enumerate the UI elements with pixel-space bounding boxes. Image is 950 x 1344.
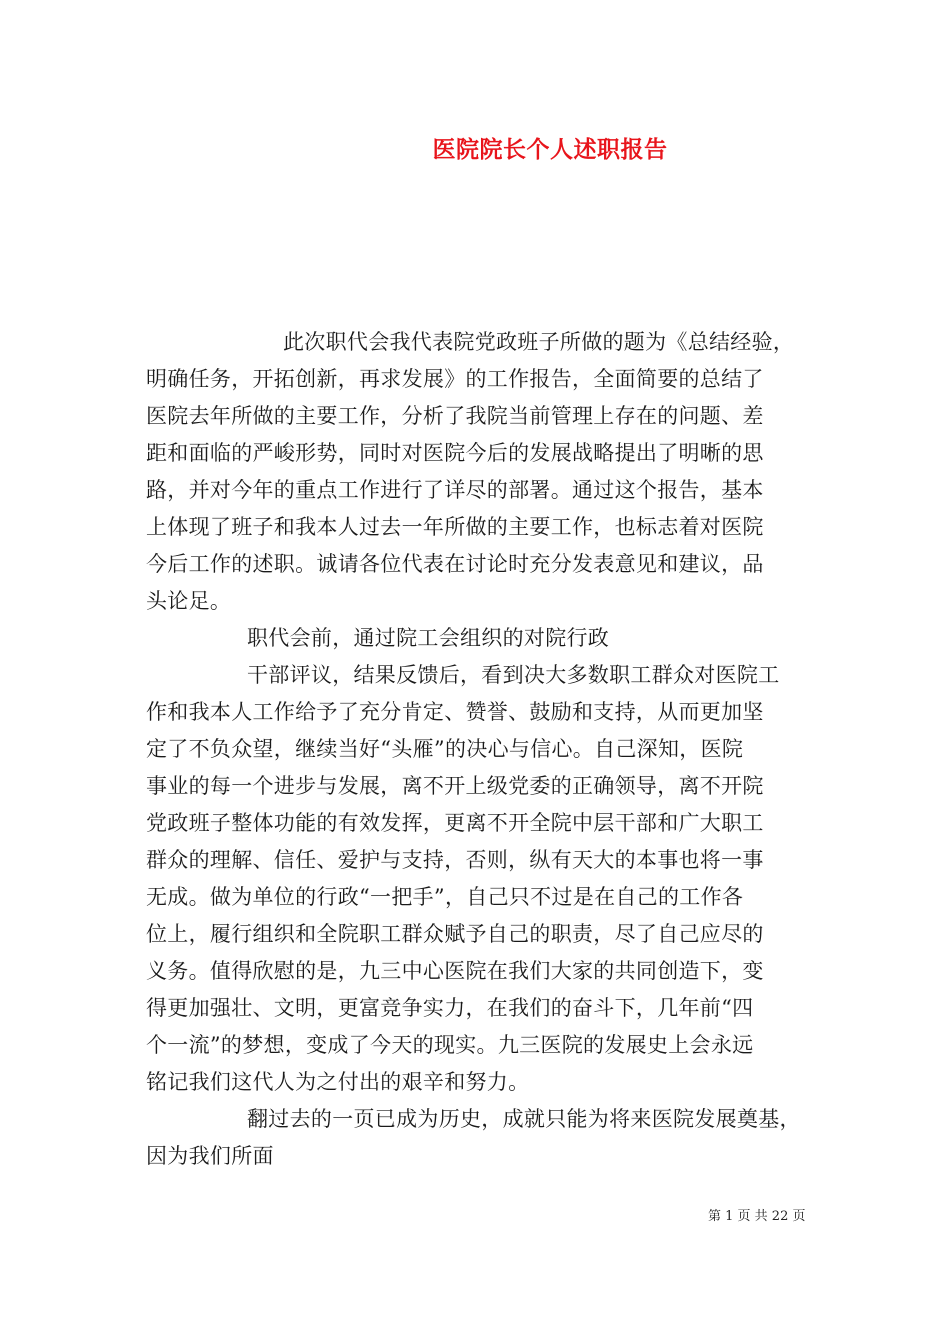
page-footer: 第 1 页 共 22 页 xyxy=(708,1209,806,1224)
body-line: 今后工作的述职。诚请各位代表在讨论时充分发表意见和建议，品 xyxy=(146,552,764,576)
body-line: 事业的每一个进步与发展，离不开上级党委的正确领导，离不开院 xyxy=(146,774,764,798)
body-line: 上体现了班子和我本人过去一年所做的主要工作，也标志着对医院 xyxy=(146,515,764,539)
body-line: 个一流”的梦想，变成了今天的现实。九三医院的发展史上会永远 xyxy=(146,1033,754,1057)
body-line: 明确任务，开拓创新，再求发展》的工作报告，全面简要的总结了 xyxy=(146,367,764,391)
body-line: 因为我们所面 xyxy=(146,1144,274,1168)
body-line: 医院去年所做的主要工作，分析了我院当前管理上存在的问题、差 xyxy=(146,404,764,428)
body-line: 铭记我们这代人为之付出的艰辛和努力。 xyxy=(146,1070,530,1094)
body-line: 翻过去的一页已成为历史，成就只能为将来医院发展奠基， xyxy=(247,1107,801,1131)
body-line: 此次职代会我代表院党政班子所做的题为《总结经验， xyxy=(283,330,795,354)
body-line: 党政班子整体功能的有效发挥，更离不开全院中层干部和广大职工 xyxy=(146,811,764,835)
body-line: 群众的理解、信任、爱护与支持，否则，纵有天大的本事也将一事 xyxy=(146,848,764,872)
body-line: 定了不负众望，继续当好“头雁”的决心与信心。自己深知，医院 xyxy=(146,737,744,761)
body-line: 义务。值得欣慰的是，九三中心医院在我们大家的共同创造下，变 xyxy=(146,959,764,983)
body-line: 距和面临的严峻形势，同时对医院今后的发展战略提出了明晰的思 xyxy=(146,441,764,465)
body-line: 头论足。 xyxy=(146,589,232,613)
body-line: 作和我本人工作给予了充分肯定、赞誉、鼓励和支持，从而更加坚 xyxy=(146,700,764,724)
body-line: 位上，履行组织和全院职工群众赋予自己的职责，尽了自己应尽的 xyxy=(146,922,764,946)
document-title: 医院院长个人述职报告 xyxy=(432,136,668,163)
body-line: 无成。做为单位的行政“一把手”，自己只不过是在自己的工作各 xyxy=(146,885,744,909)
body-line: 干部评议，结果反馈后，看到决大多数职工群众对医院工 xyxy=(247,663,780,687)
body-line: 职代会前，通过院工会组织的对院行政 xyxy=(247,626,610,650)
body-line: 路，并对今年的重点工作进行了详尽的部署。通过这个报告，基本 xyxy=(146,478,764,502)
body-line: 得更加强壮、文明，更富竞争实力，在我们的奋斗下，几年前“四 xyxy=(146,996,754,1020)
